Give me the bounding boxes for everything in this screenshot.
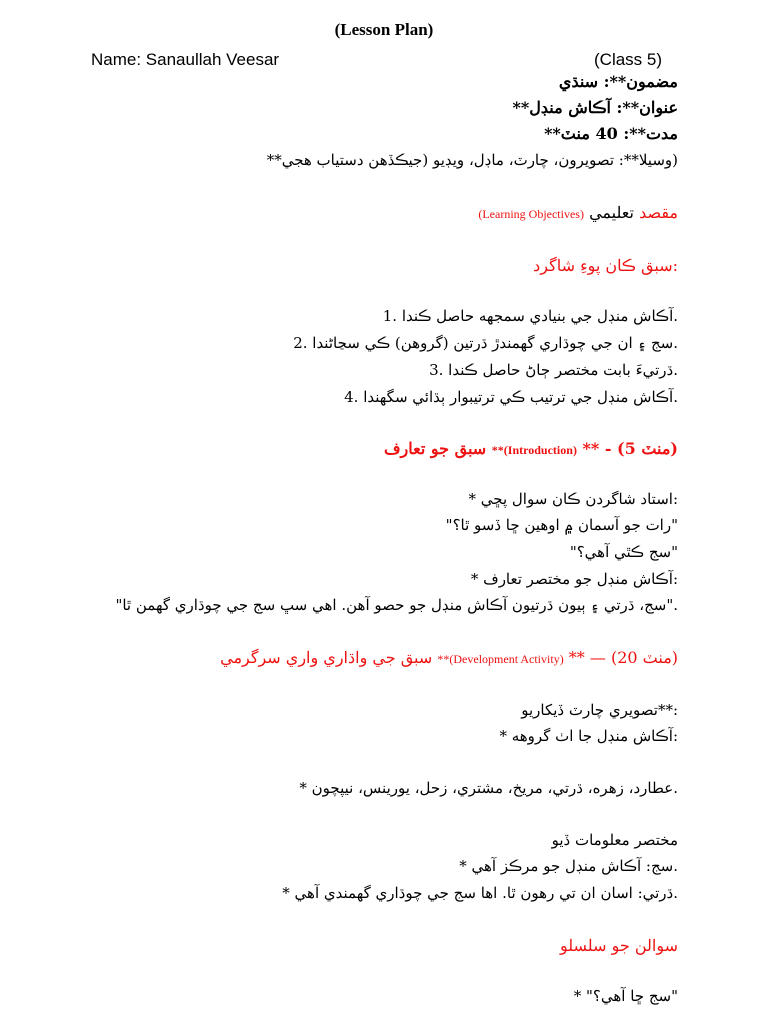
- info-line-1: .سج: آڪاش منڊل جو مرڪز آهي *: [459, 857, 678, 875]
- info-line-2: .ڌرتي: اسان ان تي رهون ٿا. اها سج جي چوڌاري گهمندي آهي *: [282, 884, 678, 902]
- groups-label: :آڪاش منڊل جا اٺ گروهه *: [499, 727, 678, 745]
- objectives-heading-word1: تعليمي: [589, 203, 634, 222]
- development-heading-text: سبق جي واڌاري واري سرگرمي: [220, 648, 433, 667]
- objectives-heading-word2: مقصد: [639, 203, 678, 222]
- introduction-heading-latin: (Introduction)**: [491, 443, 577, 457]
- introduction-heading: [384, 439, 678, 458]
- objective-item-3: .ڌرتيءَ بابت مختصر ڄاڻ حاصل ڪندا .3: [429, 361, 678, 379]
- duration-line: مدت**: 40 منٽ**: [544, 124, 678, 143]
- objectives-heading: [478, 203, 678, 222]
- intro-line-4: :آڪاش منڊل جو مختصر تعارف *: [470, 570, 678, 588]
- teacher-name: Name: Sanaullah Veesar: [91, 50, 280, 69]
- class-label: (Class 5): [594, 50, 663, 69]
- objectives-intro: :سبق ڪان پوءِ شاگرد: [533, 256, 678, 275]
- introduction-heading-word2: تعارف: [383, 439, 426, 458]
- development-heading-pre: (منٽ 20) — **: [568, 648, 678, 667]
- question-line-1: "سج ڇا آهي؟" *: [573, 987, 678, 1005]
- introduction-heading-pre: (منٽ 5) - **: [582, 439, 678, 458]
- resources-line: (وسيلا**: تصويرون، چارٽ، ماڊل، ويڊيو (جيڪڏهن دستياب هجي**: [266, 151, 678, 169]
- objectives-heading-latin: (Learning Objectives): [478, 207, 584, 221]
- development-heading-latin: (Development Activity)**: [437, 652, 564, 666]
- intro-line-2: "رات جو آسمان ۾ اوهين ڇا ڏسو ٿا؟": [445, 516, 678, 534]
- planets-line: .عطارد، زهره، ڌرتي، مريخ، مشتري، زحل، يورينس، نيپچون *: [299, 779, 678, 797]
- objective-item-4: .آڪاش منڊل جي ترتيب ڪي ترتيبوار ٻڌائي سگهندا .4: [344, 388, 678, 406]
- objective-item-2: .سج ۽ ان جي چوڌاري گهمندڙ ڌرتين (گروهن) ڪي سڃاڻندا .2: [293, 334, 678, 352]
- questions-heading: سوالن جو سلسلو: [559, 936, 678, 955]
- development-heading: [220, 648, 678, 667]
- chart-label: :**تصويري چارٽ ڏيکاريو: [521, 701, 678, 719]
- page-title: (Lesson Plan): [334, 20, 434, 39]
- intro-line-5: ."سج، ڌرتي ۽ ٻيون ڌرتيون آڪاش منڊل جو حصو آهن. اهي سڀ سج جي چوڌاري گهمن ٿا": [115, 596, 678, 614]
- info-heading: مختصر معلومات ڏيو: [551, 831, 678, 849]
- subject-line: مضمون**: سنڌي: [558, 72, 678, 91]
- topic-line: عنوان**: آڪاش منڊل**: [512, 98, 678, 117]
- introduction-heading-word1: سبق جو: [430, 439, 487, 458]
- intro-line-3: "سج ڪٿي آهي؟": [569, 543, 678, 561]
- intro-line-1: :استاد شاگردن ڪان سوال پڇي *: [468, 490, 678, 508]
- objective-item-1: .آڪاش منڊل جي بنيادي سمجهه حاصل ڪندا .1: [382, 307, 678, 325]
